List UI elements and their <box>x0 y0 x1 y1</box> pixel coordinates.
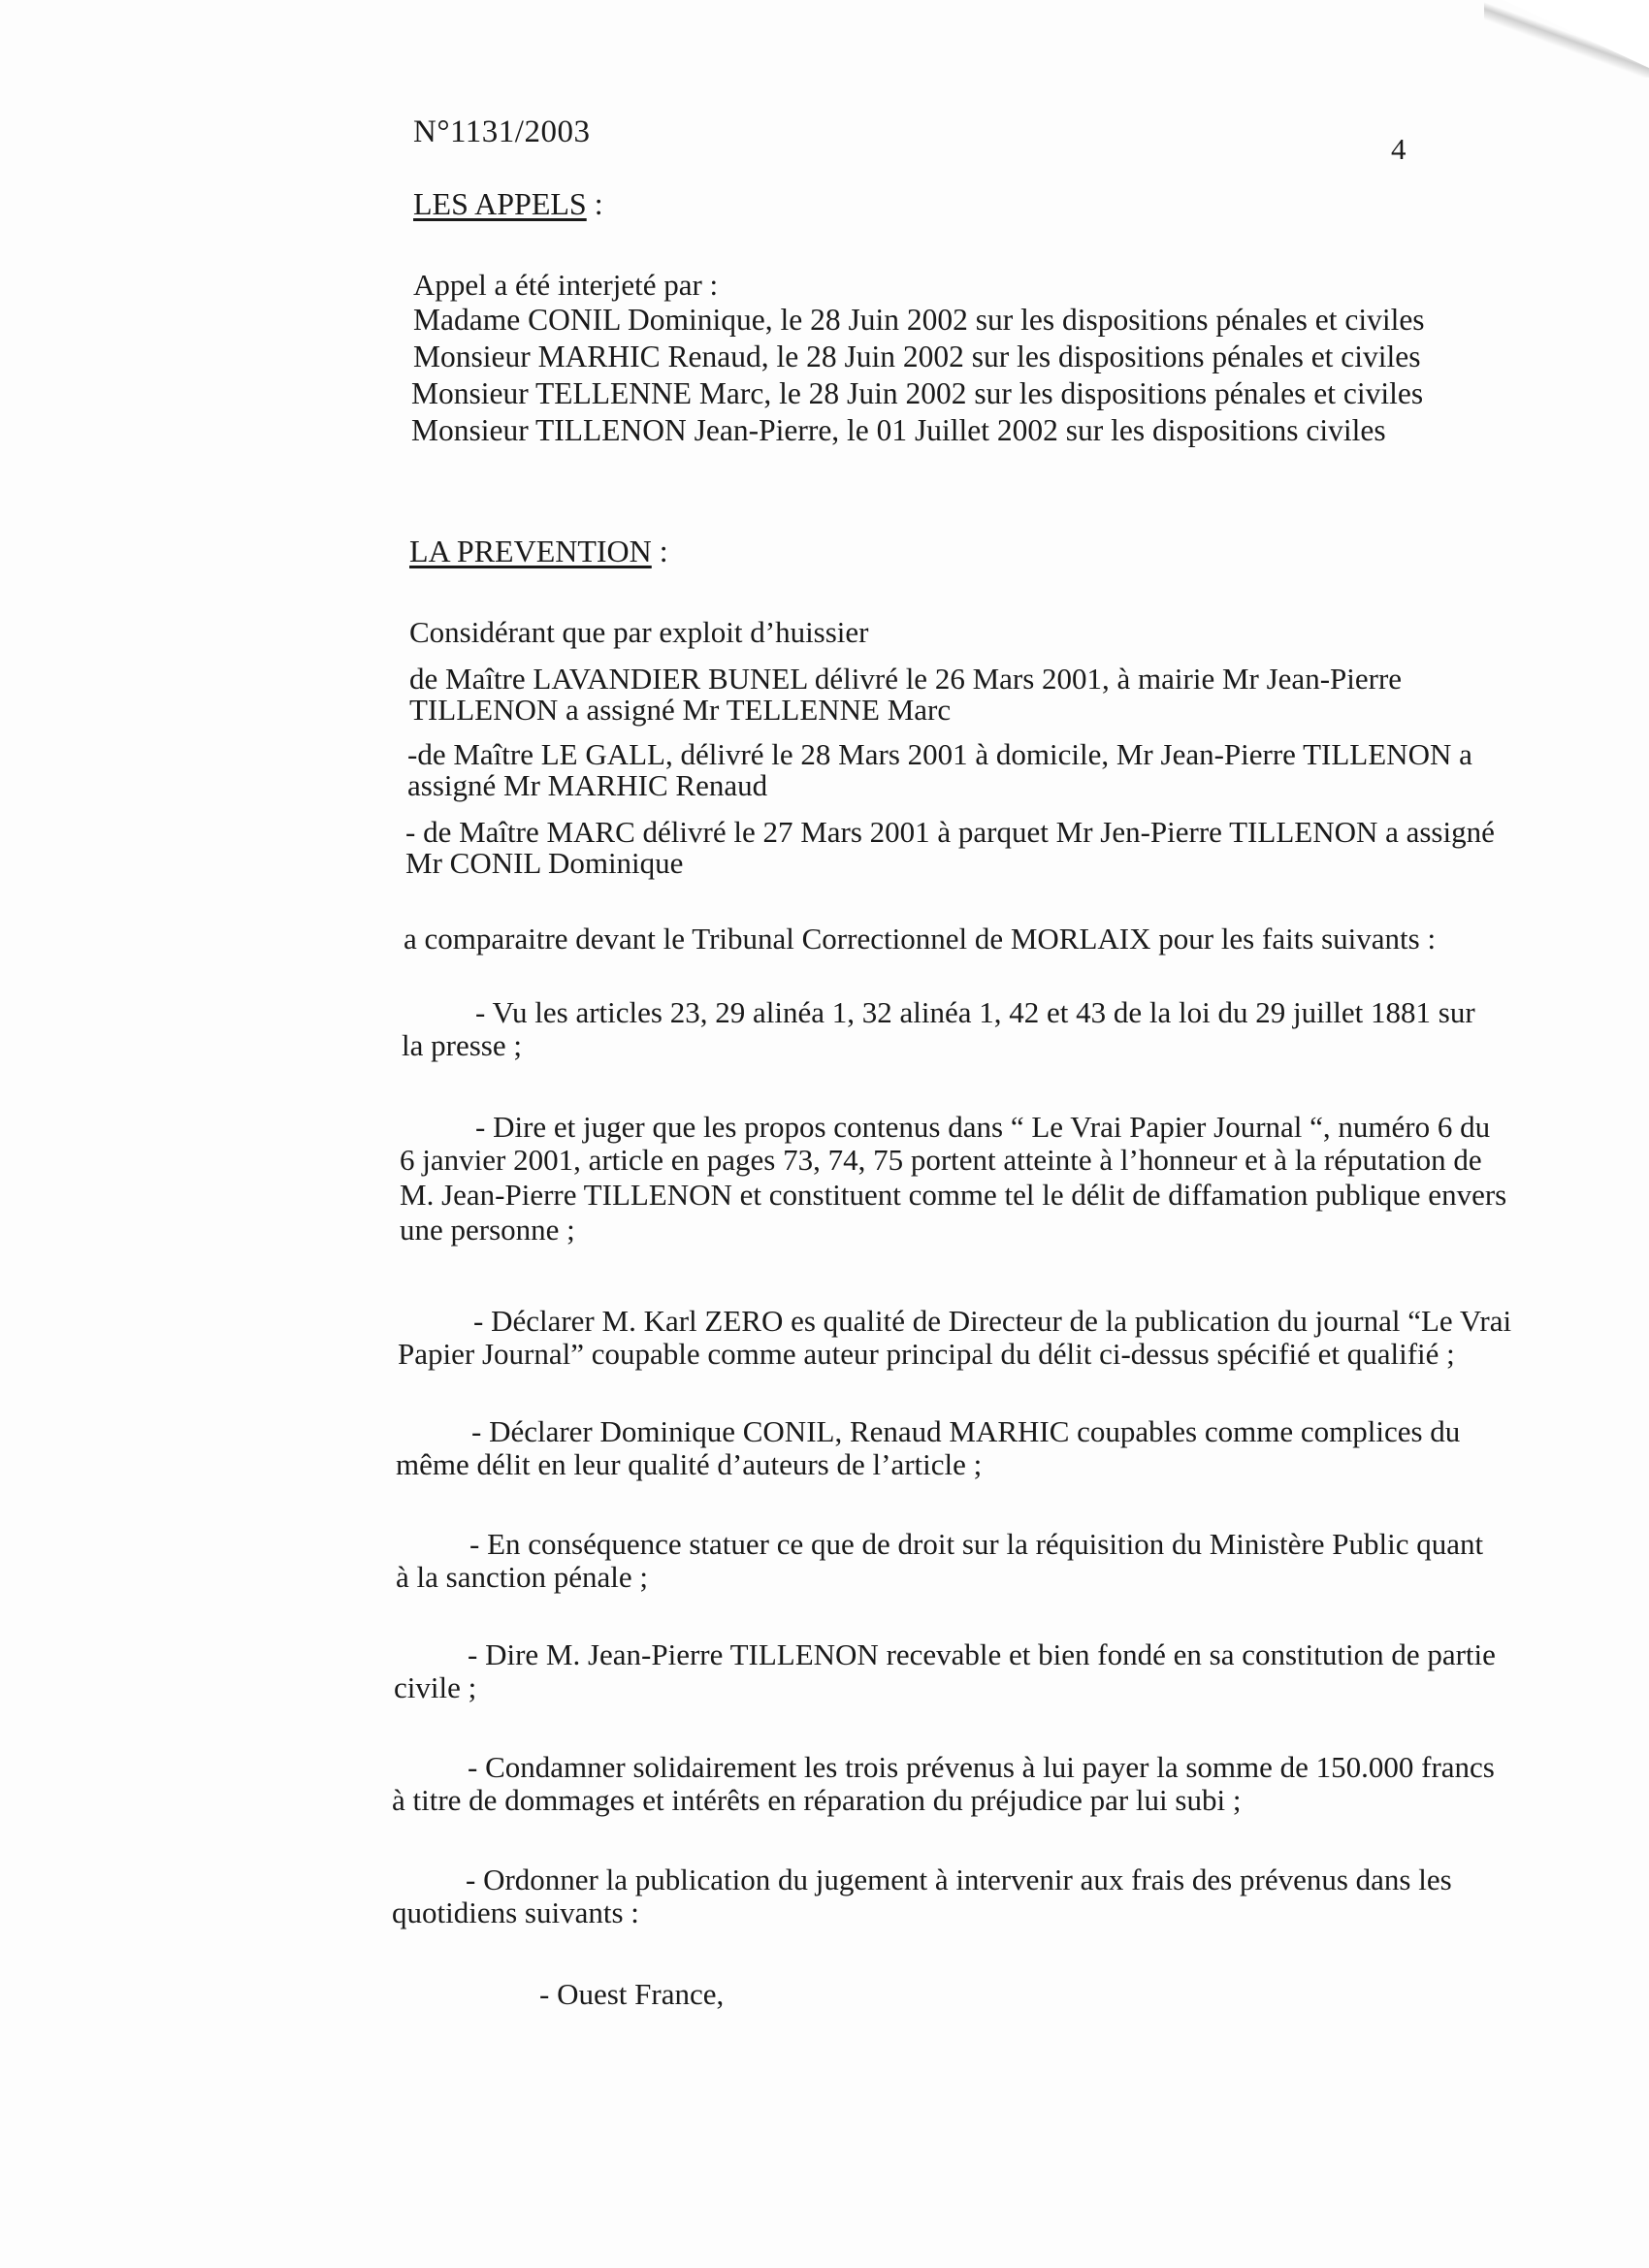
prevention-line: - Dire et juger que les propos contenus dans “ Le Vrai Papier Journal “, numéro 6 du <box>475 1110 1491 1144</box>
prevention-line: assigné Mr MARHIC Renaud <box>407 768 768 802</box>
prevention-line: de Maître LAVANDIER BUNEL délivré le 26 Mars 2001, à mairie Mr Jean-Pierre <box>409 662 1403 696</box>
section-heading-appels-colon: : <box>586 186 603 221</box>
appel-line: Monsieur MARHIC Renaud, le 28 Juin 2002 sur les dispositions pénales et civiles <box>413 340 1421 373</box>
prevention-line: - En conséquence statuer ce que de droit sur la réquisition du Ministère Public quant <box>469 1527 1484 1561</box>
appel-line: Madame CONIL Dominique, le 28 Juin 2002 sur les dispositions pénales et civiles <box>413 303 1425 337</box>
prevention-line: Papier Journal” coupable comme auteur principal du délit ci-dessus spécifié et qualifié ; <box>398 1337 1455 1371</box>
appel-line: Monsieur TILLENON Jean-Pierre, le 01 Juillet 2002 sur les dispositions civiles <box>411 413 1386 447</box>
section-heading-prevention-text: LA PREVENTION <box>409 534 652 568</box>
prevention-line: - de Maître MARC délivré le 27 Mars 2001 à parquet Mr Jen-Pierre TILLENON a assigné <box>405 815 1495 849</box>
prevention-line: même délit en leur qualité d’auteurs de l’article ; <box>396 1447 983 1481</box>
document-reference: N°1131/2003 <box>413 114 591 149</box>
prevention-line: quotidiens suivants : <box>392 1895 639 1929</box>
prevention-line: - Ouest France, <box>539 1977 725 2011</box>
appels-intro: Appel a été interjeté par : <box>413 268 719 302</box>
prevention-line: a comparaitre devant le Tribunal Correctionnel de MORLAIX pour les faits suivants : <box>404 922 1437 956</box>
prevention-line: - Dire M. Jean-Pierre TILLENON recevable et bien fondé en sa constitution de partie <box>468 1637 1496 1671</box>
prevention-line: Considérant que par exploit d’huissier <box>409 615 869 649</box>
appel-line: Monsieur TELLENNE Marc, le 28 Juin 2002 sur les dispositions pénales et civiles <box>411 376 1424 410</box>
page-corner-fold <box>1504 0 1649 68</box>
prevention-line: à la sanction pénale ; <box>396 1560 648 1594</box>
section-heading-appels <box>413 186 603 222</box>
prevention-line: - Vu les articles 23, 29 alinéa 1, 32 alinéa 1, 42 et 43 de la loi du 29 juillet 1881 sur <box>475 995 1475 1029</box>
prevention-line: 6 janvier 2001, article en pages 73, 74, 75 portent atteinte à l’honneur et à la réputation de <box>400 1143 1482 1177</box>
prevention-line: Mr CONIL Dominique <box>405 846 684 880</box>
prevention-line: - Déclarer Dominique CONIL, Renaud MARHIC coupables comme complices du <box>471 1414 1461 1448</box>
prevention-line: TILLENON a assigné Mr TELLENNE Marc <box>409 693 952 727</box>
section-heading-appels-text: LES APPELS <box>413 186 587 221</box>
section-heading-prevention-colon: : <box>651 534 668 568</box>
prevention-line: à titre de dommages et intérêts en réparation du préjudice par lui subi ; <box>392 1783 1242 1817</box>
page-number: 4 <box>1391 132 1406 166</box>
prevention-line: -de Maître LE GALL, délivré le 28 Mars 2001 à domicile, Mr Jean-Pierre TILLENON a <box>407 737 1472 771</box>
prevention-line: - Ordonner la publication du jugement à intervenir aux frais des prévenus dans les <box>466 1863 1452 1896</box>
prevention-line: la presse ; <box>402 1028 522 1062</box>
prevention-line: M. Jean-Pierre TILLENON et constituent comme tel le délit de diffamation publique envers <box>400 1178 1507 1212</box>
prevention-line: - Condamner solidairement les trois prévenus à lui payer la somme de 150.000 francs <box>468 1750 1495 1784</box>
prevention-line: une personne ; <box>400 1213 575 1247</box>
section-heading-prevention <box>409 534 668 569</box>
prevention-line: civile ; <box>394 1670 477 1704</box>
prevention-line: - Déclarer M. Karl ZERO es qualité de Directeur de la publication du journal “Le Vrai <box>473 1304 1512 1338</box>
